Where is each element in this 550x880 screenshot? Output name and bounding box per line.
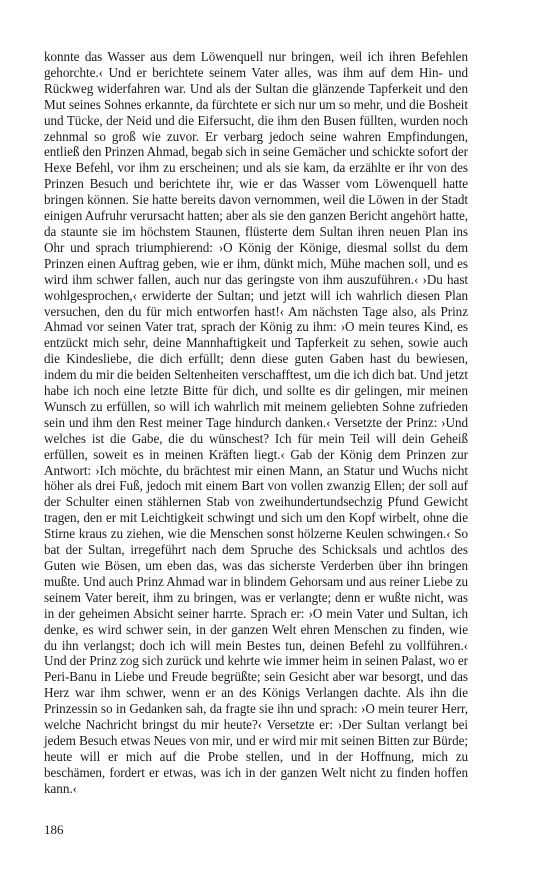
page-number: 186 (44, 822, 64, 837)
body-text: konnte das Wasser aus dem Löwenquell nur bringen, weil ich ihren Befehlen gehorchte.‹ Und er berichtete seinem Vater alles, was ihm auf dem Hin- und Rückweg widerfahren war. Und als der Sultan die glänzende Tapferkeit und den Mut seines Sohnes erkannte, da fürchtete er sich nur um so mehr, und die Bosheit und Tücke, der Neid und die Eifersucht, die ihm den Busen füllten, wurden noch zehnmal so groß wie zuvor. Er verbarg jedoch seine wahren Empfindungen, entließ den Prinzen Ahmad, begab sich in seine Gemächer und schickte sofort der Hexe Befehl, vor ihm zu erscheinen; und als sie kam, da erzählte er ihr von des Prinzen Besuch und berichtete ihr, wie er das Wasser vom Löwenquell hatte bringen können. Sie hatte bereits davon vernommen, weil die Löwen in der Stadt einigen Aufruhr verursacht hatten; aber als sie den ganzen Bericht angehört hatte, da staunte sie im höchstem Staunen, flüsterte dem Sultan ihren neuen Plan ins Ohr und sprach triumphierend: ›O König der Könige, diesmal sollst du dem Prinzen einen Auftrag geben, wie er ihm, dünkt mich, Mühe machen soll, und es wird ihm schwer fallen, auch nur das geringste von ihm auszuführen.‹ ›Du hast wohlgesprochen,‹ erwiderte der Sultan; und jetzt will ich wahrlich diesen Plan versuchen, den du für mich entworfen hast!‹ Am nächsten Tage also, als Prinz Ahmad vor seinen Vater trat, sprach der König zu ihm: ›O mein teures Kind, es entzückt mich sehr, deine Mannhaftigkeit und Tapferkeit zu sehen, sowie auch die Kindesliebe, die dich erfüllt; denn diese guten Gaben hast du bewiesen, indem du mir die beiden Seltenheiten verschafftest, um die ich dich bat. Und jetzt habe ich noch eine letzte Bitte für dich, und sollte es dir gelingen, mir meinen Wunsch zu erfüllen, so will ich wahrlich mit meinem geliebten Sohne zufrieden sein und ihm den Rest meiner Tage hindurch danken.‹ Versetzte der Prinz: ›Und welches ist die Gabe, die du wünschest? Ich für mein Teil will dein Geheiß erfüllen, soweit es in meinen Kräften liegt.‹ Gab der König dem Prinzen zur Antwort: ›Ich möchte, du brächtest mir einen Mann, an Statur und Wuchs nicht höher als drei Fuß, jedoch mit einem Bart von vollen zwanzig Ellen; der soll auf der Schulter einen stählernen Stab von zweihundertundsechzig Pfund Gewicht tragen, den er mit Leichtigkeit schwingt und sich um den Kopf wirbelt, ohne die Stirne kraus zu ziehen, wie die Menschen sonst hölzerne Keulen schwingen.‹ So bat der Sultan, irregeführt nach dem Spruche des Schicksals und achtlos des Guten wie Bösen, um eben das, was das sicherste Verderben über ihn bringen mußte. Und auch Prinz Ahmad war in blindem Gehorsam und aus reiner Liebe zu seinem Vater bereit, ihm zu bringen, was er verlangte; denn er wußte nicht, was in der geheimen Absicht seiner harrte. Sprach er: ›O mein Vater und Sultan, ich denke, es wird schwer sein, in der ganzen Welt ehren Menschen zu finden, wie du ihn verlangst; doch ich will mein Bestes tun, deinen Befehl zu vollführen.‹ Und der Prinz zog sich zurück und kehrte wie immer heim in seinen Palast, wo er Peri-Banu in Liebe und Freude begrüßte; sein Gesicht aber war besorgt, und das Herz war ihm schwer, wenn er an des Königs Verlangen dachte. Als ihn die Prinzessin so in Gedanken sah, da fragte sie ihn und sprach: ›O mein teurer Herr, welche Nachricht bringst du mir heute?‹ Versetzte er: ›Der Sultan verlangt bei jedem Besuch etwas Neues von mir, und er wird mir mit seinen Bitten zur Bürde; heute will er mich auf die Probe stellen, und in der Hoffnung, mich zu beschämen, fordert er etwas, was ich in der ganzen Welt nicht zu finden hoffen kann.‹ (44, 49, 468, 796)
